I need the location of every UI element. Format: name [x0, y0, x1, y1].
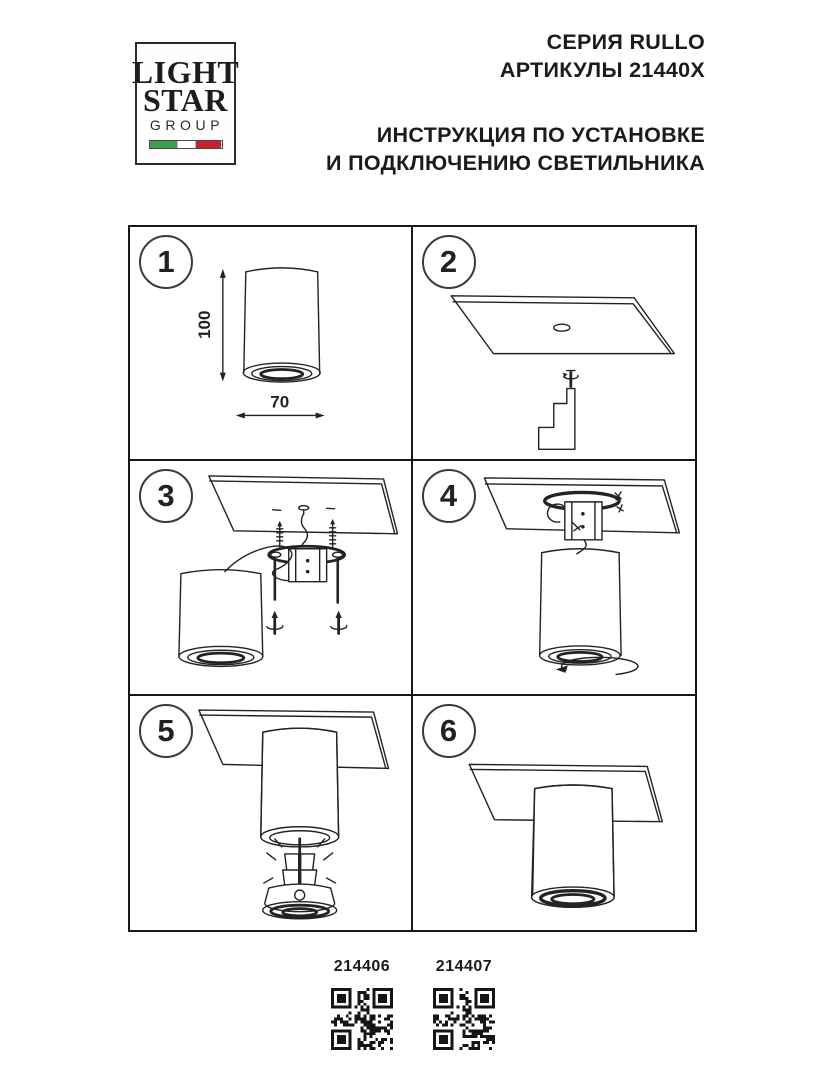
logo-word-group: GROUP: [149, 117, 225, 133]
anchor-screw-left: [277, 521, 283, 547]
step-3-number: 3: [139, 469, 193, 523]
step-6-panel: [413, 696, 696, 930]
logo-word-star: STAR: [143, 82, 228, 118]
height-dimension-label: 100: [194, 310, 214, 339]
ceiling-panel: [209, 476, 398, 534]
cylinder-fixture: [539, 549, 620, 665]
flag-white-segment: [177, 141, 196, 148]
screw-rotation-icon-right: [331, 611, 347, 634]
screw-rotation-icon-left: [267, 611, 283, 634]
cylinder-fixture: [261, 728, 339, 847]
width-dimension: [236, 392, 325, 418]
qr-item: [433, 958, 495, 1050]
steps-grid: [128, 225, 697, 932]
step-4-number: 4: [422, 469, 476, 523]
italian-flag-stripe: [149, 140, 223, 149]
screw-icon: [562, 371, 577, 387]
cylinder-fixture: [243, 268, 320, 382]
mounting-hole: [553, 324, 569, 331]
steps-ladder-icon: [538, 389, 574, 450]
step-2-panel: [413, 227, 696, 461]
width-dimension-label: 70: [270, 392, 290, 412]
step-4-panel: [413, 461, 696, 695]
header-titles: [326, 28, 705, 177]
cylinder-fixture: [531, 785, 613, 907]
height-dimension: [195, 269, 226, 382]
fixing-screw-left: [274, 557, 277, 601]
qr-code: [433, 988, 495, 1050]
step-1-number: 1: [139, 235, 193, 289]
step-2-number: 2: [422, 235, 476, 289]
step-5-panel: [130, 696, 413, 930]
article-qr-section: [0, 958, 826, 1050]
step-1-panel: [130, 227, 413, 461]
fixing-screw-right: [336, 557, 339, 604]
terminal-block: [564, 502, 601, 540]
flag-green-segment: [150, 141, 177, 148]
gu10-lamp: [263, 838, 337, 918]
cylinder-fixture: [179, 570, 263, 667]
terminal-block: [289, 549, 327, 582]
instruction-title-line1: ИНСТРУКЦИЯ ПО УСТАНОВКЕ: [376, 123, 705, 147]
qr-code: [331, 988, 393, 1050]
fixture-wire: [576, 540, 585, 554]
lightstar-logo: [131, 42, 240, 165]
flag-red-segment: [196, 141, 222, 148]
qr-item: [331, 958, 393, 1050]
step-6-number: 6: [422, 704, 476, 758]
instruction-title-line2: И ПОДКЛЮЧЕНИЮ СВЕТИЛЬНИКА: [326, 151, 705, 175]
step-5-number: 5: [139, 704, 193, 758]
article-number: 214407: [435, 958, 493, 975]
anchor-screw-right: [330, 519, 336, 549]
ceiling-panel: [451, 296, 674, 354]
step-3-panel: [130, 461, 413, 695]
articles-title: АРТИКУЛЫ 21440X: [499, 58, 705, 82]
logo-word-light: LIGHT: [131, 54, 240, 90]
article-number: 214406: [333, 958, 391, 975]
series-title: СЕРИЯ RULLO: [546, 30, 705, 54]
